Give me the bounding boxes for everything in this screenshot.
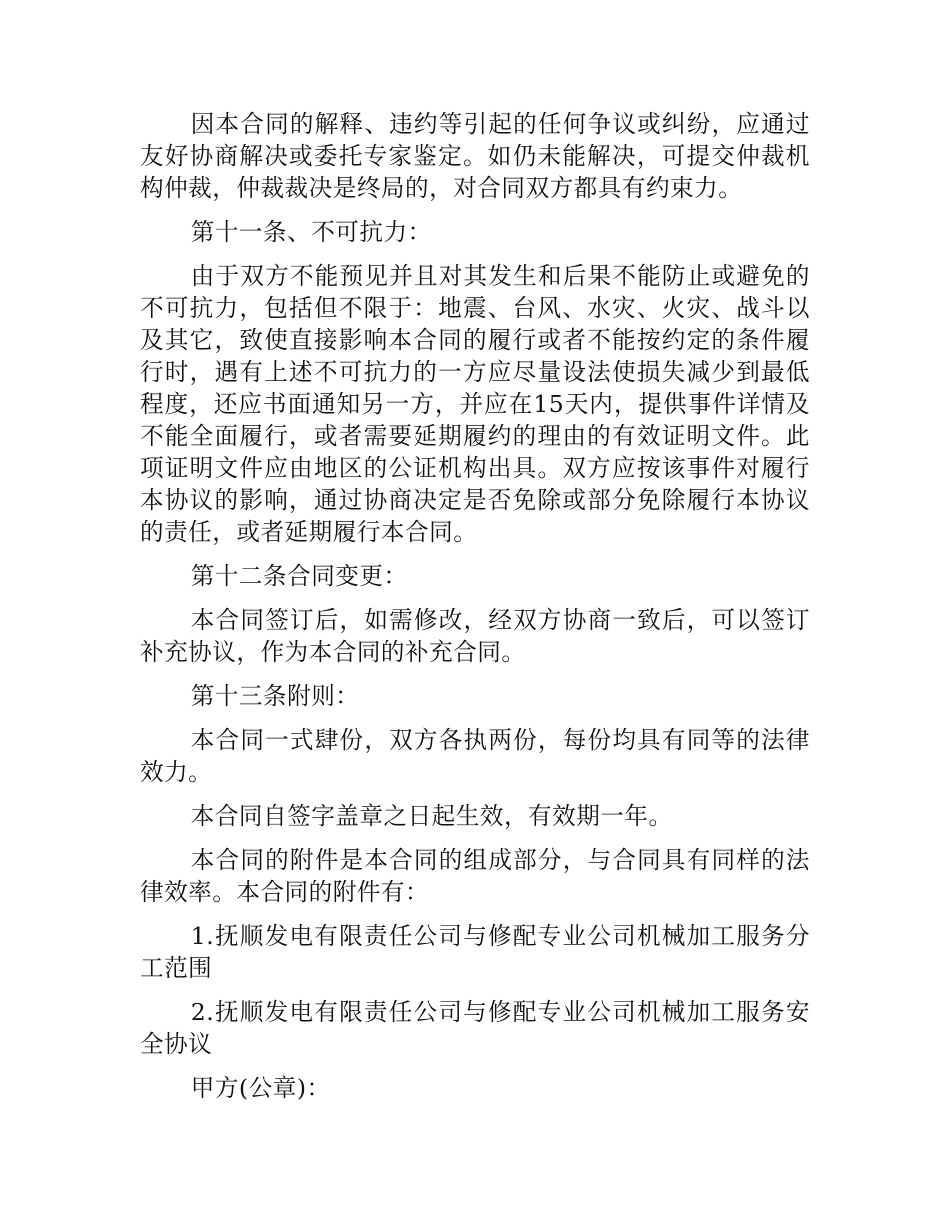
party-a-seal-line: 甲方(公章)： — [190, 1074, 331, 1102]
attachment-1-item: 1.抚顺发电有限责任公司与修配专业公司机械加工服务分工范围 — [140, 922, 810, 982]
article-13-heading: 第十三条附则： — [190, 682, 360, 710]
article-11-heading: 第十一条、不可抗力： — [190, 218, 432, 246]
dispute-resolution-paragraph: 因本合同的解释、违约等引起的任何争议或纠纷，应通过友好协商解决或委托专家鉴定。如仍未能解决，可提交仲裁机构仲裁，仲裁裁决是终局的，对合同双方都具有约束力。 — [140, 110, 810, 202]
document-page — [140, 108, 810, 1116]
attachments-intro-paragraph: 本合同的附件是本合同的组成部分，与合同具有同样的法律效率。本合同的附件有： — [140, 846, 810, 906]
force-majeure-paragraph: 由于双方不能预见并且对其发生和后果不能防止或避免的不可抗力，包括但不限于：地震、台风、水灾、火灾、战斗以及其它，致使直接影响本合同的履行或者不能按约定的条件履行时，遇有上述不可抗力的一方应尽量设法使损失减少到最低程度，还应书面通知另一方，并应在15天内，提供事件详情及不能全面履行，或者需要延期履约的理由的有效证明文件。此项证明文件应由地区的公证机构出具。双方应按该事件对履行本协议的影响，通过协商决定是否免除或部分免除履行本协议的责任，或者延期履行本合同。 — [140, 262, 810, 546]
contract-amendment-paragraph: 本合同签订后，如需修改，经双方协商一致后，可以签订补充协议，作为本合同的补充合同。 — [140, 606, 810, 666]
attachment-2-item: 2.抚顺发电有限责任公司与修配专业公司机械加工服务安全协议 — [140, 998, 810, 1058]
article-12-heading: 第十二条合同变更： — [190, 562, 408, 590]
copies-paragraph: 本合同一式肆份，双方各执两份，每份均具有同等的法律效力。 — [140, 726, 810, 786]
effective-date-paragraph: 本合同自签字盖章之日起生效，有效期一年。 — [190, 802, 673, 830]
